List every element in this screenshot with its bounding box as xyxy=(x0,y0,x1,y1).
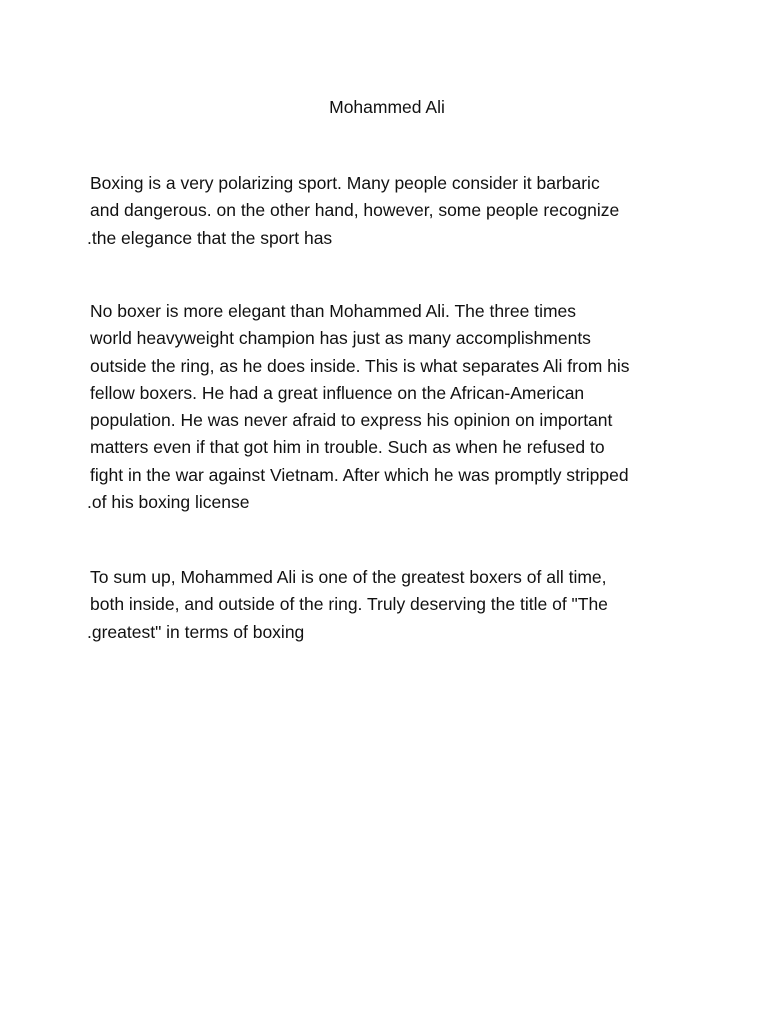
paragraph-line: .greatest" in terms of boxing xyxy=(87,621,305,642)
paragraph-line: No boxer is more elegant than Mohammed Ali. The three times xyxy=(90,301,577,321)
paragraph-line: Boxing is a very polarizing sport. Many people consider it barbaric xyxy=(90,173,600,193)
paragraph-intro xyxy=(87,170,620,252)
paragraph-line: matters even if that got him in trouble. Such as when he refused to xyxy=(90,437,605,458)
paragraph-line: outside the ring, as he does inside. This is what separates Ali from his xyxy=(90,355,630,376)
document-title: Mohammed Ali xyxy=(329,97,445,117)
paragraph-line: and dangerous. on the other hand, however, some people recognize xyxy=(90,200,620,221)
paragraph-body xyxy=(87,298,630,516)
paragraph-line: fight in the war against Vietnam. After which he was promptly stripped xyxy=(90,464,629,485)
paragraph-line: fellow boxers. He had a great influence on the African-American xyxy=(90,382,585,403)
paragraph-line: both inside, and outside of the ring. Truly deserving the title of "The xyxy=(90,594,608,615)
paragraph-line: world heavyweight champion has just as many accomplishments xyxy=(90,328,591,349)
paragraph-line: population. He was never afraid to express his opinion on important xyxy=(90,410,613,431)
paragraph-conclusion xyxy=(87,564,608,646)
paragraph-line: .the elegance that the sport has xyxy=(87,227,333,248)
paragraph-line: To sum up, Mohammed Ali is one of the greatest boxers of all time, xyxy=(90,567,607,587)
paragraph-line: .of his boxing license xyxy=(87,492,250,513)
